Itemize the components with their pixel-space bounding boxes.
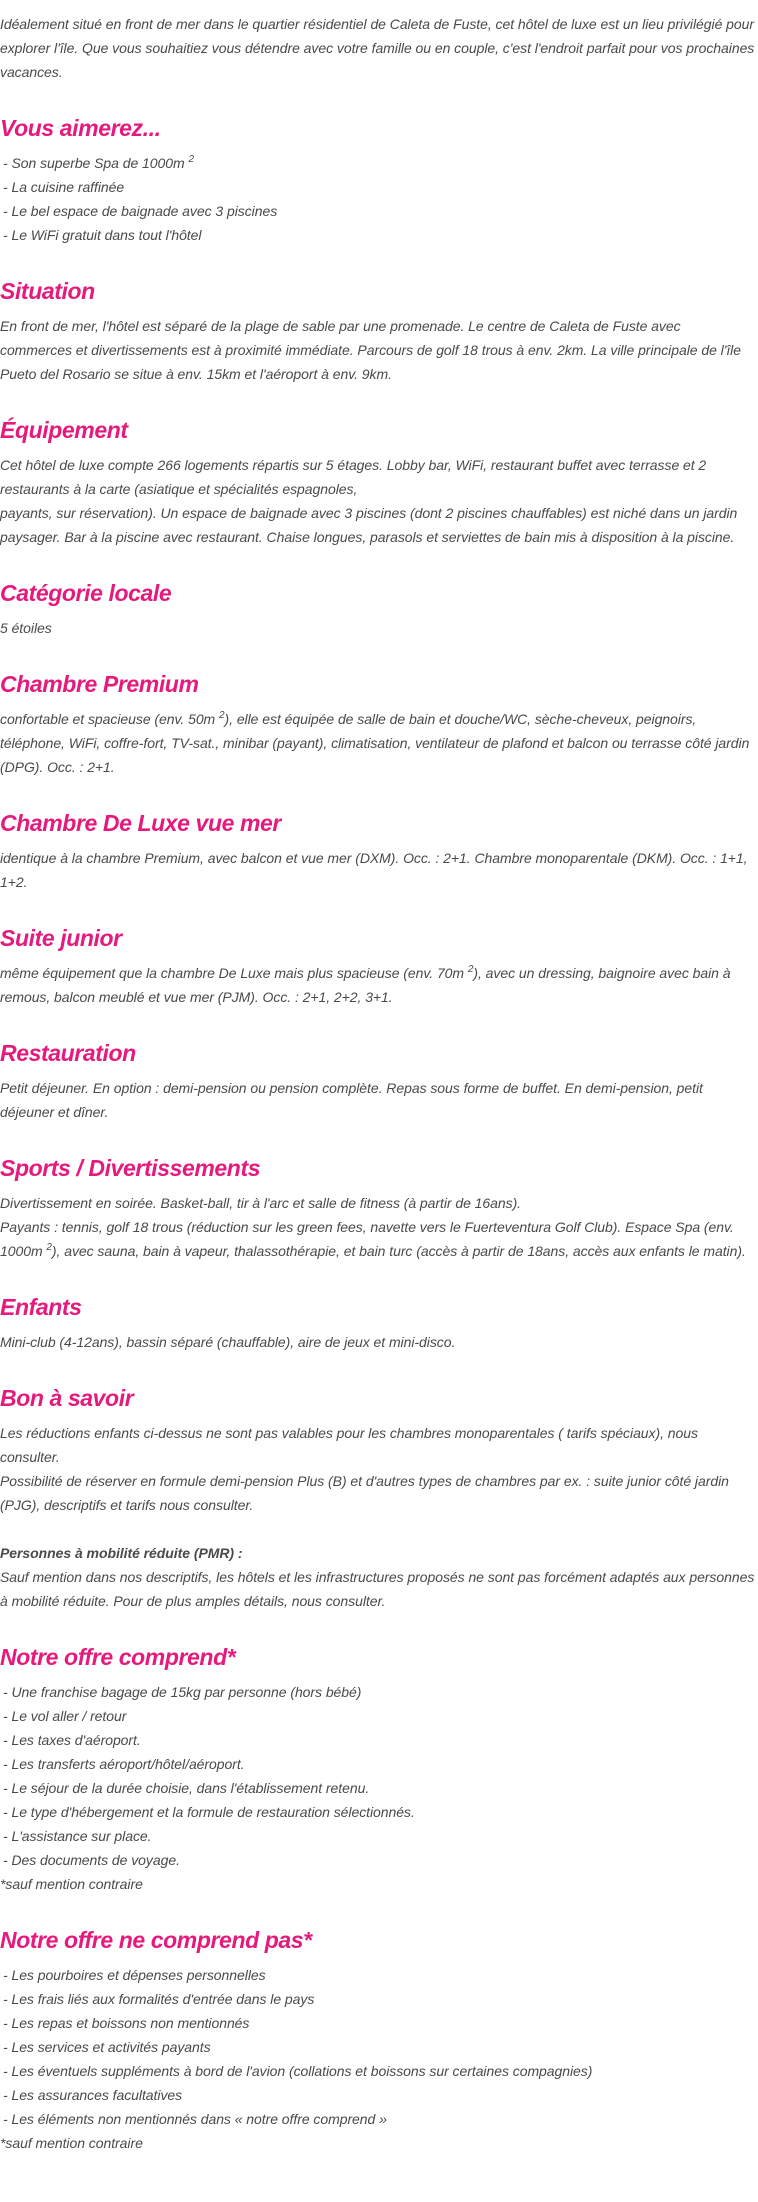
offre-ne-comprend-note: *sauf mention contraire — [0, 2135, 143, 2151]
list-item-text: - Son superbe Spa de 1000m — [3, 155, 185, 171]
categorie-text: 5 étoiles — [0, 620, 52, 636]
list-item: - Le type d'hébergement et la formule de restauration sélectionnés. — [3, 1804, 415, 1820]
suite-text-start: même équipement que la chambre De Luxe mais plus spacieuse (env. 70m — [0, 965, 465, 981]
bon-text-1: Les réductions enfants ci-dessus ne sont pas valables pour les chambres monoparentales ( tarifs spéciaux), nous consulter. — [0, 1425, 698, 1465]
section-title-premium: Chambre Premium — [0, 671, 199, 697]
section-title-equipement: Équipement — [0, 417, 128, 443]
situation-text: En front de mer, l'hôtel est séparé de la plage de sable par une promenade. Le centre de Caleta de Fuste avec commerces et divertissements est à proximité immédiate. Parcours de golf 18 trous à env. 2km. La ville principale de l'île Pueto del Rosario se situe à env. 15km et l'aéroport à env. 9km. — [0, 318, 741, 382]
list-item: - Des documents de voyage. — [3, 1852, 180, 1868]
suite-text — [0, 961, 756, 1009]
list-item: - Les repas et boissons non mentionnés — [3, 2015, 250, 2031]
list-item: - Les services et activités payants — [3, 2039, 211, 2055]
section-title-deluxe: Chambre De Luxe vue mer — [0, 810, 281, 836]
enfants-text: Mini-club (4-12ans), bassin séparé (chauffable), aire de jeux et mini-disco. — [0, 1334, 456, 1350]
sports-text-1: Divertissement en soirée. Basket-ball, tir à l'arc et salle de fitness (à partir de 16ans). — [0, 1195, 522, 1211]
list-item: - Les taxes d'aéroport. — [3, 1732, 141, 1748]
intro-text: Idéalement situé en front de mer dans le quartier résidentiel de Caleta de Fuste, cet hôtel de luxe est un lieu privilégié pour explorer l'île. Que vous souhaitiez vous détendre avec votre famille ou en couple, c'est l'endroit parfait pour vos prochaines vacances. — [0, 16, 755, 80]
offre-comprend-list — [0, 1680, 756, 1872]
suite-text-end: ), avec un dressing, baignoire avec bain à remous, balcon meublé et vue mer (PJM). Occ. : 2+1, 2+2, 3+1. — [0, 965, 731, 1005]
restauration-text: Petit déjeuner. En option : demi-pension ou pension complète. Repas sous forme de buffet. En demi-pension, petit déjeuner et dîner. — [0, 1080, 703, 1120]
superscript: 2 — [46, 1242, 52, 1253]
premium-text — [0, 707, 756, 779]
section-title-categorie: Catégorie locale — [0, 580, 172, 606]
list-item: - Le séjour de la durée choisie, dans l'établissement retenu. — [3, 1780, 370, 1796]
section-title-enfants: Enfants — [0, 1294, 82, 1320]
list-item: - Les pourboires et dépenses personnelles — [3, 1967, 266, 1983]
list-item: - Les éléments non mentionnés dans « notre offre comprend » — [3, 2111, 387, 2127]
sports-text-2 — [0, 1215, 756, 1263]
list-item: - L'assistance sur place. — [3, 1828, 152, 1844]
pmr-text: Sauf mention dans nos descriptifs, les hôtels et les infrastructures proposés ne sont pas forcément adaptés aux personnes à mobilité réduite. Pour de plus amples détails, nous consulter. — [0, 1569, 755, 1609]
offre-comprend-note: *sauf mention contraire — [0, 1876, 143, 1892]
list-item: - Les assurances facultatives — [3, 2087, 183, 2103]
list-item: - Les éventuels suppléments à bord de l'avion (collations et boissons sur certaines compagnies) — [3, 2063, 593, 2079]
equipement-text-1: Cet hôtel de luxe compte 266 logements répartis sur 5 étages. Lobby bar, WiFi, restaurant buffet avec terrasse et 2 restaurants à la carte (asiatique et spécialités espagnoles, — [0, 457, 707, 497]
list-item: - Une franchise bagage de 15kg par personne (hors bébé) — [3, 1684, 362, 1700]
equipement-text-2: payants, sur réservation). Un espace de baignade avec 3 piscines (dont 2 piscines chauffables) est niché dans un jardin paysager. Bar à la piscine avec restaurant. Chaise longues, parasols et serviettes de bain mis à disposition à la piscine. — [0, 505, 738, 545]
list-item: - Les transferts aéroport/hôtel/aéroport. — [3, 1756, 245, 1772]
section-title-bon-a-savoir: Bon à savoir — [0, 1385, 134, 1411]
sports-text-end: ), avec sauna, bain à vapeur, thalassothérapie, et bain turc (accès à partir de 18ans, accès aux enfants le matin). — [51, 1243, 746, 1259]
section-title-offre-comprend: Notre offre comprend* — [0, 1644, 236, 1670]
pmr-title: Personnes à mobilité réduite (PMR) : — [0, 1545, 243, 1561]
superscript: 2 — [219, 710, 225, 721]
section-title-offre-ne-comprend-pas: Notre offre ne comprend pas* — [0, 1927, 312, 1953]
sports-text-start: Payants : tennis, golf 18 trous (réduction sur les green fees, navette vers le Fuerteventura Golf Club). Espace Spa (env. 1000m — [0, 1219, 734, 1259]
bon-text-2: Possibilité de réserver en formule demi-pension Plus (B) et d'autres types de chambres par ex. : suite junior côté jardin (PJG), descriptifs et tarifs nous consulter. — [0, 1473, 729, 1513]
aimerez-list — [0, 151, 756, 247]
superscript: 2 — [467, 964, 474, 975]
list-item: - Le bel espace de baignade avec 3 piscines — [3, 203, 278, 219]
section-title-restauration: Restauration — [0, 1040, 136, 1066]
premium-text-end: ), elle est équipée de salle de bain et douche/WC, sèche-cheveux, peignoirs, téléphone, WiFi, coffre-fort, TV-sat., minibar (payant), climatisation, ventilateur de plafond et balcon ou terrasse côté jardin (DPG). Occ. : 2+1. — [0, 711, 750, 775]
list-item: - Le vol aller / retour — [3, 1708, 127, 1724]
section-title-sports: Sports / Divertissements — [0, 1155, 261, 1181]
premium-text-start: confortable et spacieuse (env. 50m — [0, 711, 216, 727]
deluxe-text: identique à la chambre Premium, avec balcon et vue mer (DXM). Occ. : 2+1. Chambre monoparentale (DKM). Occ. : 1+1, 1+2. — [0, 850, 748, 890]
offre-ne-comprend-list — [0, 1963, 756, 2131]
list-item: - Les frais liés aux formalités d'entrée dans le pays — [3, 1991, 315, 2007]
spacer — [0, 1517, 756, 1541]
section-title-situation: Situation — [0, 278, 95, 304]
section-title-suite: Suite junior — [0, 925, 122, 951]
list-item: - La cuisine raffinée — [3, 179, 125, 195]
section-title-aimerez: Vous aimerez... — [0, 115, 161, 141]
superscript: 2 — [188, 154, 194, 165]
list-item — [3, 151, 756, 175]
list-item: - Le WiFi gratuit dans tout l'hôtel — [3, 227, 202, 243]
